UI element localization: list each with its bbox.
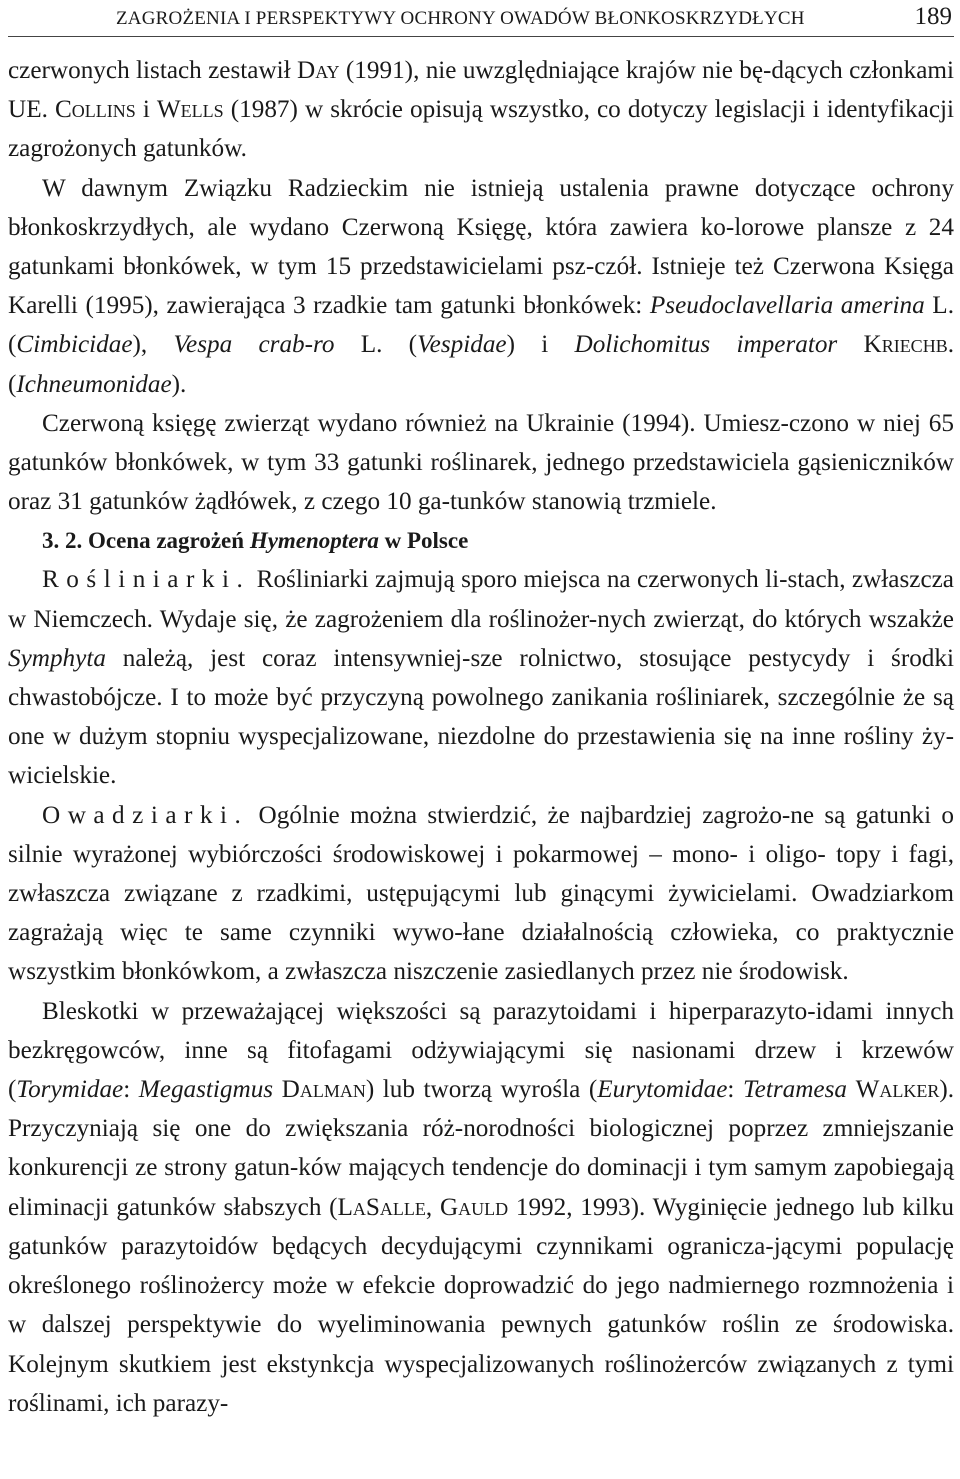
text-run: L. ( — [8, 292, 954, 359]
taxon-name: Symphyta — [8, 644, 106, 672]
paragraph-lead-term: Owadziarki. — [42, 801, 249, 829]
author-name: Dalman — [281, 1076, 366, 1104]
paragraph-ukraine — [8, 404, 954, 522]
running-title: ZAGROŻENIA I PERSPEKTYWY OCHRONY OWADÓW BŁONKOSKRZYDŁYCH — [116, 8, 805, 29]
family-name: Torymidae — [16, 1076, 124, 1104]
text-run: ), — [132, 331, 174, 359]
author-name: Wells — [156, 96, 224, 124]
paragraph-lead-term: Rośliniarki. — [42, 566, 251, 594]
section-title-text: Ocena zagrożeń — [82, 528, 250, 554]
page-number: 189 — [914, 3, 952, 30]
text-run — [837, 331, 863, 358]
species-name: Dolichomitus imperator — [574, 331, 838, 359]
text-run: W dawnym Związku Radzieckim nie istnieją ustalenia prawne dotyczące ochrony błonkoskrzydłych, ale wydano Czerwoną Księgę, która zawiera ko-lorowe plansze z 24 gatunkami błonkówek, w tym 15 przedstawicielami psz-czół. Istnieje też Czerwona Księga Karelli (1995), zawierająca 3 rzadkie tam gatunki błonkówek: — [8, 174, 954, 320]
genus-name: Megastigmus — [138, 1076, 274, 1104]
section-number: 3. 2. — [42, 528, 83, 554]
author-name: Gauld — [439, 1193, 509, 1221]
section-heading — [8, 521, 954, 560]
author-name: Walker — [855, 1076, 940, 1104]
text-run: ). — [171, 370, 187, 398]
species-name: Vespa crab-ro — [173, 331, 335, 359]
text-run: L. ( — [334, 331, 418, 359]
text-run — [273, 1076, 282, 1103]
text-run: czerwonych listach zestawił — [8, 57, 298, 84]
body-text — [8, 51, 954, 1423]
text-run: i — [135, 96, 157, 124]
text-run: : — [727, 1076, 743, 1104]
paragraph-soviet-union — [8, 169, 954, 404]
text-run: Czerwoną księgę zwierząt wydano również na Ukrainie (1994). Umiesz-czono w niej 65 gatunków błonkówek, w tym 33 gatunki roślinarek, jednego przedstawiciela gąsieniczników oraz 31 gatunków żądłówek, z czego 10 ga-tunków stanowią trzmiele. — [8, 409, 954, 516]
text-run: Rośliniarki zajmują sporo miejsca na czerwonych li-stach, zwłaszcza w Niemczech. Wydaje się, że zagrożeniem dla roślinożer-nych zwierząt, do których wszakże — [8, 566, 954, 633]
text-run: , — [425, 1193, 440, 1221]
paragraph-owadziarki — [8, 796, 954, 992]
paragraph-bleskotki — [8, 992, 954, 1423]
genus-name: Tetramesa — [742, 1076, 848, 1104]
paragraph-legislation-summary — [8, 51, 954, 169]
family-name: Vespidae — [417, 331, 507, 359]
author-name: LaSalle — [337, 1193, 426, 1221]
family-name: Eurytomidae — [597, 1076, 728, 1104]
text-run: ). Przyczyniają się one do zwiększania róż-norodności biologicznej poprzez zmniejszanie konkurencji ze strony gatun-ków mających tendencje do dominacji i tym samym zapobiegają eliminacji gatunków słabszych ( — [8, 1076, 955, 1221]
running-header — [8, 0, 954, 37]
text-run: Bleskotki w przeważającej większości są parazytoidami i hiperparazyto-idami innych bezkręgowców, inne są fitofagami odżywiającymi się nasionami drzew i krzewów ( — [8, 997, 954, 1104]
species-name: Pseudoclavellaria amerina — [649, 292, 925, 320]
text-run: ) lub tworzą wyrośla ( — [365, 1076, 598, 1104]
family-name: Ichneumonidae — [16, 370, 172, 398]
author-name: Kriechb — [863, 331, 948, 359]
text-run: Ogólnie można stwierdzić, że najbardziej zagrożo-ne są gatunki o silnie wyrażonej wybiórczości środowiskowej i pokarmowej – mono- i oligo- topy i fagi, zwłaszcza związane z rzadkimi, ustępującymi lub ginącymi żywicielami. Owadziarkom zagrażają więc te same czynniki wywo-łane działalnością człowieka, co praktycznie wszystkim błonkówkom, a zwłaszcza niszczenie zasiedlanych przez nie środowisk. — [8, 801, 954, 986]
author-name: Day — [297, 57, 340, 84]
text-run: (1987) w skrócie opisują wszystko, co dotyczy legislacji i identyfikacji zagrożonych gatunków. — [8, 96, 955, 163]
text-run: należą, jest coraz intensywniej-sze rolnictwo, stosujące pestycydy i środki chwastobójcze. I to może być przyczyną powolnego zanikania rośliniarek, szczególnie że są one w dużym stopniu wyspecjalizowane, niezdolne do przestawienia się na inne rośliny ży-wicielskie. — [8, 644, 954, 790]
section-title-taxon: Hymenoptera — [249, 528, 379, 554]
text-run: (1991), nie uwzględniające krajów nie bę-dących członkami UE. — [8, 57, 954, 124]
text-run: . ( — [8, 331, 954, 398]
section-title-text: w Polsce — [378, 528, 469, 554]
author-name: Collins — [54, 96, 136, 124]
text-run — [847, 1076, 856, 1103]
text-run: 1992, 1993). Wyginięcie jednego lub kilku gatunków parazytoidów będących decydującymi czynnikami ogranicza-jącymi populację określonego roślinożercy może w efekcie doprowadzić do jego nadmiernego rozmnożenia i w dalszej perspektywie do wyeliminowania pewnych gatunków roślin ze środowiska. Kolejnym skutkiem jest ekstynkcja wyspecjalizowanych roślinożerców związanych z tymi roślinami, ich parazy- — [8, 1193, 955, 1417]
family-name: Cimbicidae — [16, 331, 133, 359]
text-run: : — [123, 1076, 139, 1104]
paragraph-rosliniarki — [8, 560, 954, 795]
text-run: ) i — [506, 331, 575, 359]
